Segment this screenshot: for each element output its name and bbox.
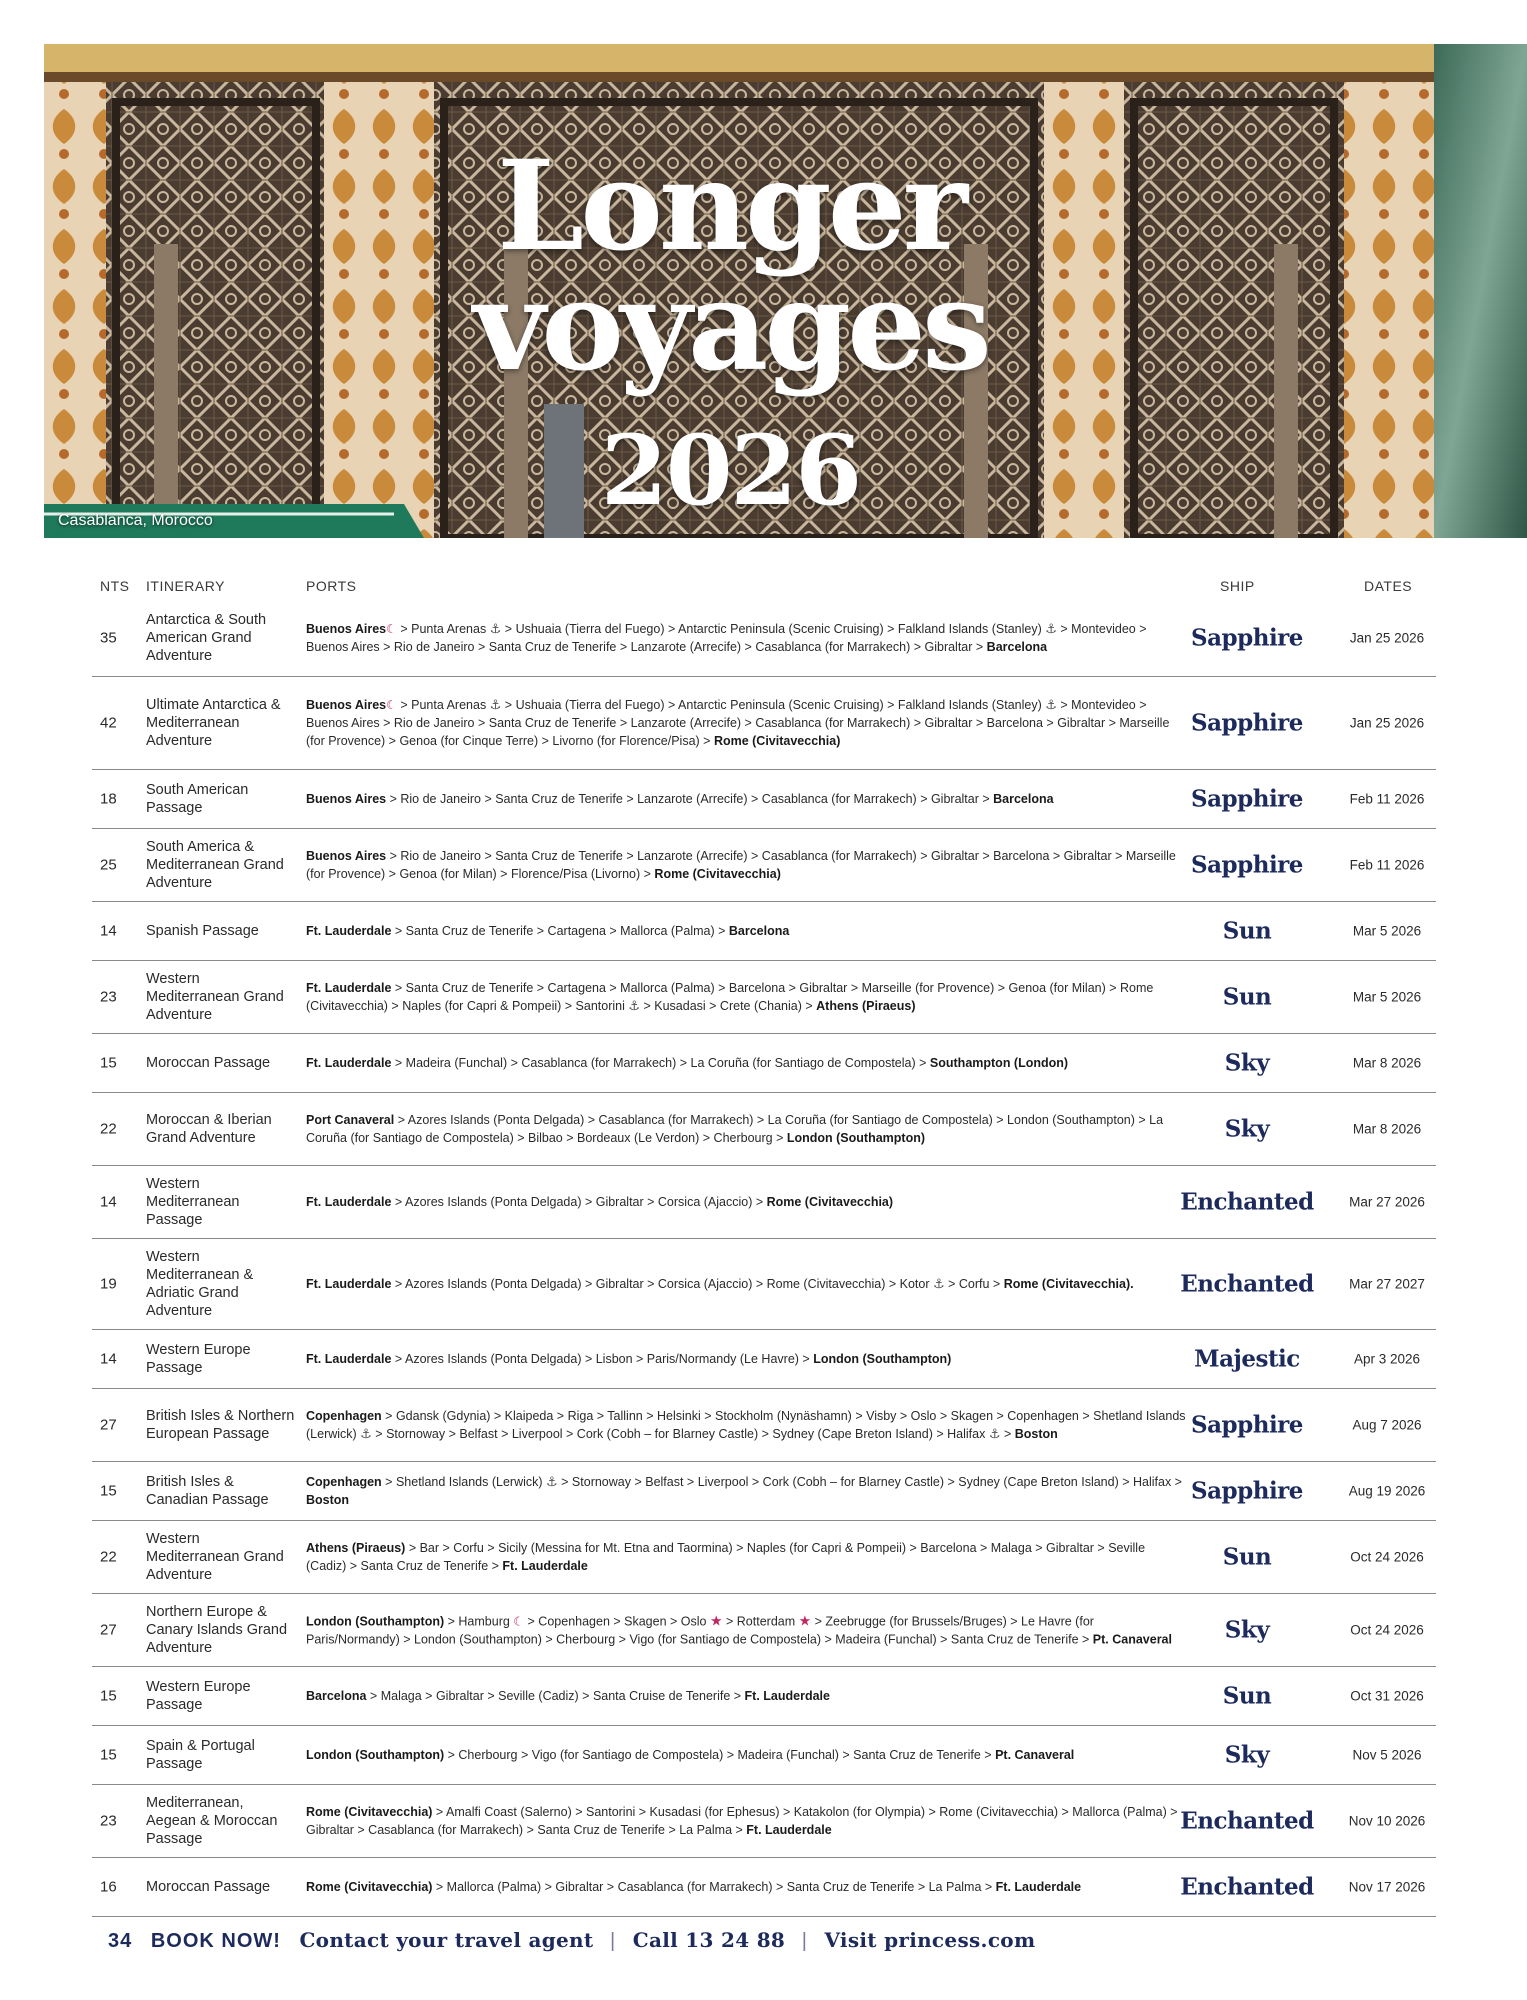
itinerary-cell: Western Mediterranean Passage <box>146 1176 240 1228</box>
departure-date: Nov 10 2026 <box>1348 1813 1426 1829</box>
port-list-text: > Santa Cruz de Tenerife > Cartagena > Mallorca (Palma) > <box>391 924 729 938</box>
itinerary-cell: Mediterranean, Aegean & Moroccan Passage <box>146 1795 278 1847</box>
voyage-table <box>92 572 1436 1917</box>
departure-date: Mar 27 2026 <box>1349 1194 1425 1210</box>
anchor-icon: ⚓ <box>628 998 641 1013</box>
port-name-bold: Pt. Canaveral <box>995 1748 1075 1762</box>
header-ports: PORTS <box>306 578 357 594</box>
ship-name: Sapphire <box>1191 1477 1303 1505</box>
table-row <box>92 1034 1436 1093</box>
port-name-bold: Buenos Aires <box>306 698 387 712</box>
nights-cell: 23 <box>100 1812 117 1830</box>
anchor-icon: ⚓ <box>1045 697 1057 712</box>
ports-cell <box>306 1612 1186 1649</box>
table-row <box>92 829 1436 902</box>
port-list-text: > Copenhagen > Skagen > Oslo <box>524 1614 710 1629</box>
anchor-icon: ⚓ <box>489 621 502 636</box>
port-list-text: > Azores Islands (Ponta Delgada) > Gibraltar > Corsica (Ajaccio) > <box>391 1195 767 1209</box>
hero-title-line-2: voyages <box>473 254 988 399</box>
ports-cell <box>306 790 1186 808</box>
itinerary-cell: Western Mediterranean & Adriatic Grand Adventure <box>146 1249 254 1319</box>
itinerary-cell: Spanish Passage <box>146 923 259 939</box>
departure-date: Aug 19 2026 <box>1348 1483 1426 1499</box>
port-list-text: > Mallorca (Palma) > Gibraltar > Casablanca (for Marrakech) > Santa Cruz de Tenerife > La Palma > <box>432 1880 996 1894</box>
anchor-icon: ⚓ <box>546 1474 558 1489</box>
hero-title <box>44 44 1527 538</box>
port-list-text: > Rio de Janeiro > Santa Cruz de Tenerife > Lanzarote (Arrecife) > Casablanca (for Marrakech) > Gibraltar > Barcelona > Gibraltar > Marseille (for Provence) > Genoa (for Milan) > Florence/Pisa (Livorno) > <box>306 849 1176 881</box>
nights-cell: 16 <box>100 1878 117 1896</box>
nights-cell: 23 <box>100 988 117 1006</box>
port-list-text: > Rotterdam <box>722 1614 799 1629</box>
table-row <box>92 1330 1436 1389</box>
nights-cell: 22 <box>100 1120 117 1138</box>
port-list-text: > Zeebrugge (for Brussels/Bruges) > Le Havre (for Paris/Normandy) > London (Southampton) > Cherbourg > Vigo (for Santiago de Compostela) > Madeira (Funchal) > Santa Cruz de Tenerife > <box>306 1614 1094 1647</box>
call-number-link[interactable]: Call 13 24 88 <box>632 1928 786 1952</box>
table-row <box>92 1726 1436 1785</box>
port-name-bold: Rome (Civitavecchia) <box>654 867 781 881</box>
port-list-text: > Azores Islands (Ponta Delgada) > Lisbon > Paris/Normandy (Le Havre) > <box>391 1352 814 1366</box>
departure-date: Nov 5 2026 <box>1352 1747 1422 1763</box>
port-name-bold: Boston <box>1014 1427 1058 1441</box>
nights-cell: 25 <box>100 856 117 874</box>
itinerary-cell: Moroccan Passage <box>146 1055 271 1071</box>
port-name-bold: Copenhagen <box>306 1409 382 1423</box>
ship-name: Enchanted <box>1180 1807 1314 1835</box>
departure-date: Feb 11 2026 <box>1349 857 1425 873</box>
port-name-bold: Rome (Civitavecchia) <box>713 734 841 748</box>
departure-date: Mar 8 2026 <box>1352 1121 1422 1137</box>
port-list-text: > Bar > Corfu > Sicily (Messina for Mt. Etna and Taormina) > Naples (for Capri & Pompeii) > Barcelona > Malaga > Gibraltar > Seville (Cadiz) > Santa Cruz de Tenerife > <box>306 1541 1146 1573</box>
port-list-text: > Cherbourg > Vigo (for Santiago de Compostela) > Madeira (Funchal) > Santa Cruz de Tenerife > <box>444 1748 996 1762</box>
table-row <box>92 902 1436 961</box>
port-list-text: > Stornoway > Belfast > Liverpool > Cork (Cobh – for Blarney Castle) > Sydney (Cape Breton Island) > Halifax > <box>557 1475 1182 1489</box>
ports-cell <box>306 1539 1186 1575</box>
ship-name: Sapphire <box>1191 785 1303 813</box>
port-list-text: > Ushuaia (Tierra del Fuego) > Antarctic Peninsula (Scenic Cruising) > Falkland Islands (Stanley) <box>501 622 1046 636</box>
itinerary-cell: Moroccan & Iberian Grand Adventure <box>146 1112 272 1146</box>
nights-cell: 15 <box>100 1746 117 1764</box>
itinerary-cell: Ultimate Antarctica & Mediterranean Adventure <box>146 697 281 749</box>
hero-title-line-1: Longer <box>497 134 964 279</box>
table-row <box>92 1239 1436 1330</box>
ports-cell <box>306 1687 1186 1705</box>
port-name-bold: Rome (Civitavecchia) <box>306 1805 433 1819</box>
nights-cell: 15 <box>100 1687 117 1705</box>
itinerary-cell: Western Europe Passage <box>146 1679 251 1713</box>
ship-name: Sapphire <box>1191 851 1303 879</box>
table-row <box>92 770 1436 829</box>
port-name-bold: Buenos Aires <box>306 792 387 806</box>
ship-name: Enchanted <box>1180 1188 1314 1216</box>
port-name-bold: London (Southampton) <box>306 1748 445 1762</box>
nights-cell: 19 <box>100 1275 117 1293</box>
itinerary-cell: South America & Mediterranean Grand Adventure <box>146 839 284 891</box>
port-list-text: > Kusadasi > Crete (Chania) > <box>640 999 817 1013</box>
header-nts: NTS <box>100 578 130 594</box>
moon-icon: ☾ <box>513 1614 525 1629</box>
nights-cell: 22 <box>100 1548 117 1566</box>
port-list-text: > Hamburg <box>444 1614 514 1629</box>
port-name-bold: Buenos Aires <box>306 622 387 636</box>
port-name-bold: Port Canaveral <box>306 1113 395 1127</box>
star-icon: ★ <box>798 1612 812 1629</box>
port-name-bold: Buenos Aires <box>306 849 387 863</box>
port-name-bold: London (Southampton) <box>306 1614 445 1629</box>
port-name-bold: Barcelona <box>728 924 790 938</box>
port-name-bold: Rome (Civitavecchia) <box>766 1195 894 1209</box>
nights-cell: 14 <box>100 1350 117 1368</box>
anchor-icon: ⚓ <box>988 1426 1001 1441</box>
table-row <box>92 961 1436 1034</box>
hero-title-year: 2026 <box>600 414 861 527</box>
port-list-text: > Madeira (Funchal) > Casablanca (for Marrakech) > La Coruña (for Santiago de Compostela) > <box>391 1056 930 1070</box>
nights-cell: 15 <box>100 1482 117 1500</box>
port-name-bold: Athens (Piraeus) <box>816 999 916 1013</box>
port-name-bold: Ft. Lauderdale <box>306 924 392 938</box>
port-name-bold: Ft. Lauderdale <box>995 1880 1082 1894</box>
port-list-text: > Shetland Islands (Lerwick) <box>381 1475 547 1489</box>
table-row <box>92 1594 1436 1667</box>
nights-cell: 18 <box>100 790 117 808</box>
ship-name: Sapphire <box>1191 709 1303 737</box>
port-name-bold: Ft. Lauderdale <box>746 1823 832 1837</box>
departure-date: Jan 25 2026 <box>1349 630 1425 646</box>
departure-date: Mar 8 2026 <box>1352 1055 1422 1071</box>
ports-cell <box>306 1473 1186 1509</box>
itinerary-cell: British Isles & Canadian Passage <box>146 1474 269 1508</box>
port-name-bold: Boston <box>306 1493 350 1507</box>
port-name-bold: Ft. Lauderdale <box>306 1352 392 1366</box>
ports-cell <box>306 1111 1186 1147</box>
anchor-icon: ⚓ <box>932 1276 945 1291</box>
port-name-bold: Ft. Lauderdale <box>744 1689 830 1703</box>
port-name-bold: Ft. Lauderdale <box>306 1277 392 1291</box>
departure-date: Apr 3 2026 <box>1353 1351 1421 1367</box>
port-list-text: > Ushuaia (Tierra del Fuego) > Antarctic Peninsula (Scenic Cruising) > Falkland Islands (Stanley) <box>501 698 1046 712</box>
itinerary-cell: Antarctica & South American Grand Adventure <box>146 612 267 664</box>
ports-cell <box>306 1054 1186 1072</box>
ports-cell <box>306 979 1186 1015</box>
ports-cell <box>306 1350 1186 1368</box>
nights-cell: 14 <box>100 1193 117 1211</box>
nights-cell: 35 <box>100 629 117 647</box>
photo-caption: Casablanca, Morocco <box>58 512 213 529</box>
departure-date: Nov 17 2026 <box>1348 1879 1426 1895</box>
anchor-icon: ⚓ <box>1045 621 1057 636</box>
port-name-bold: London (Southampton) <box>786 1131 926 1145</box>
port-name-bold: Barcelona <box>306 1689 367 1703</box>
moon-icon: ☾ <box>386 698 397 712</box>
ship-name: Majestic <box>1194 1345 1300 1373</box>
table-row <box>92 1093 1436 1166</box>
port-list-text: > Corfu > <box>944 1277 1004 1291</box>
port-list-text: > Amalfi Coast (Salerno) > Santorini > Kusadasi (for Ephesus) > Katakolon (for Olympia) > Rome (Civitavecchia) > Mallorca (Palma) > Gibraltar > Casablanca (for Marrakech) > Santa Cruz de Tenerife > La Palma > <box>306 1805 1178 1837</box>
port-name-bold: Ft. Lauderdale <box>306 981 392 995</box>
itinerary-cell: British Isles & Northern European Passage <box>146 1408 295 1442</box>
hero-banner <box>44 44 1527 538</box>
table-row <box>92 1785 1436 1858</box>
ship-name: Sun <box>1222 1543 1272 1571</box>
port-list-text: > Azores Islands (Ponta Delgada) > Casablanca (for Marrakech) > La Coruña (for Santiago de Compostela) > London (Southampton) > La Coruña (for Santiago de Compostela) > Bilbao > Bordeaux (Le Verdon) > Cherbourg > <box>306 1113 1164 1145</box>
ports-cell <box>306 1275 1186 1293</box>
port-list-text: > Stornoway > Belfast > Liverpool > Cork (Cobh – for Blarney Castle) > Sydney (Cape Breton Island) > Halifax <box>371 1427 989 1441</box>
port-name-bold: Ft. Lauderdale <box>306 1056 392 1070</box>
ship-name: Sun <box>1222 917 1272 945</box>
ship-name: Sky <box>1224 1741 1270 1769</box>
anchor-icon: ⚓ <box>489 697 502 712</box>
ports-cell <box>306 1803 1186 1839</box>
ship-name: Sky <box>1224 1115 1270 1143</box>
port-name-bold: Southampton (London) <box>929 1056 1069 1070</box>
port-list-text: > Gdansk (Gdynia) > Klaipeda > Riga > Tallinn > Helsinki > Stockholm (Nynäshamn) > Visby > Oslo > Skagen > Copenhagen > Shetland Islands (Lerwick) <box>306 1409 1186 1441</box>
itinerary-cell: Western Europe Passage <box>146 1342 251 1376</box>
table-row <box>92 677 1436 770</box>
port-name-bold: Barcelona <box>993 792 1054 806</box>
footer-call-to-action <box>108 1928 1035 1953</box>
anchor-icon: ⚓ <box>360 1426 372 1441</box>
departure-date: Aug 7 2026 <box>1352 1417 1422 1433</box>
departure-date: Jan 25 2026 <box>1349 715 1425 731</box>
star-icon: ★ <box>709 1612 723 1629</box>
ship-name: Sapphire <box>1191 624 1303 652</box>
ports-cell <box>306 1193 1186 1211</box>
nights-cell: 42 <box>100 714 117 732</box>
port-list-text: > Punta Arenas <box>396 698 490 712</box>
port-list-text: > Azores Islands (Ponta Delgada) > Gibraltar > Corsica (Ajaccio) > Rome (Civitavecchia) > Kotor <box>391 1277 933 1291</box>
port-name-bold: Pt. Canaveral <box>1092 1632 1172 1647</box>
itinerary-cell: Western Mediterranean Grand Adventure <box>146 1531 284 1583</box>
contact-travel-agent: Contact your travel agent <box>299 1928 594 1952</box>
nights-cell: 14 <box>100 922 117 940</box>
departure-date: Oct 24 2026 <box>1350 1549 1424 1565</box>
port-name-bold: Ft. Lauderdale <box>306 1195 392 1209</box>
port-name-bold: Ft. Lauderdale <box>502 1559 588 1573</box>
ship-name: Sapphire <box>1191 1411 1303 1439</box>
header-dates: DATES <box>1364 578 1413 594</box>
ship-name: Enchanted <box>1180 1873 1314 1901</box>
port-name-bold: Barcelona <box>986 640 1048 654</box>
port-list-text: > Montevideo > Buenos Aires > Rio de Janeiro > Santa Cruz de Tenerife > Lanzarote (Arrecife) > Casablanca (for Marrakech) > Gibraltar > <box>306 622 1147 654</box>
page-number: 34 <box>108 1930 133 1952</box>
ports-cell <box>306 1878 1186 1896</box>
itinerary-cell: Western Mediterranean Grand Adventure <box>146 971 284 1023</box>
port-name-bold: Athens (Piraeus) <box>306 1541 406 1555</box>
ship-name: Sun <box>1222 983 1272 1011</box>
table-header <box>92 572 1436 600</box>
ship-name: Sky <box>1224 1049 1270 1077</box>
table-row <box>92 1667 1436 1726</box>
departure-date: Oct 31 2026 <box>1350 1688 1424 1704</box>
itinerary-cell: Northern Europe & Canary Islands Grand Adventure <box>146 1604 288 1656</box>
itinerary-cell: Spain & Portugal Passage <box>146 1738 255 1772</box>
divider: | <box>610 1930 617 1952</box>
departure-date: Feb 11 2026 <box>1349 791 1425 807</box>
header-ship: SHIP <box>1220 578 1255 594</box>
table-row <box>92 1389 1436 1462</box>
header-itinerary: ITINERARY <box>146 578 225 594</box>
port-list-text: > <box>1000 1427 1015 1441</box>
port-list-text: > Malaga > Gibraltar > Seville (Cadiz) > Santa Cruise de Tenerife > <box>366 1689 745 1703</box>
ports-cell <box>306 847 1186 883</box>
ports-cell <box>306 696 1186 750</box>
nights-cell: 27 <box>100 1416 117 1434</box>
table-row <box>92 1462 1436 1521</box>
nights-cell: 27 <box>100 1621 117 1639</box>
port-list-text: > Rio de Janeiro > Santa Cruz de Tenerife > Lanzarote (Arrecife) > Casablanca (for Marrakech) > Gibraltar > <box>386 792 994 806</box>
table-body <box>92 600 1436 1917</box>
ports-cell <box>306 1746 1186 1764</box>
book-now-label: BOOK NOW! <box>150 1930 281 1952</box>
port-list-text: > Montevideo > Buenos Aires > Rio de Janeiro > Santa Cruz de Tenerife > Lanzarote (Arrecife) > Casablanca (for Marrakech) > Gibraltar > Barcelona > Gibraltar > Marseille (for Provence) > Genoa (for Cinque Terre) > Livorno (for Florence/Pisa) > <box>306 698 1170 748</box>
port-name-bold: Copenhagen <box>306 1475 382 1489</box>
port-list-text: > Punta Arenas <box>396 622 490 636</box>
ports-cell <box>306 922 1186 940</box>
nights-cell: 15 <box>100 1054 117 1072</box>
moon-icon: ☾ <box>386 622 397 636</box>
ship-name: Sky <box>1224 1616 1270 1644</box>
ship-name: Sun <box>1222 1682 1272 1710</box>
port-name-bold: Rome (Civitavecchia) <box>306 1880 433 1894</box>
table-row <box>92 1521 1436 1594</box>
departure-date: Mar 5 2026 <box>1352 989 1422 1005</box>
ports-cell <box>306 620 1186 656</box>
divider: | <box>801 1930 808 1952</box>
departure-date: Mar 5 2026 <box>1352 923 1422 939</box>
departure-date: Oct 24 2026 <box>1350 1622 1424 1638</box>
port-name-bold: London (Southampton) <box>813 1352 952 1366</box>
table-row <box>92 600 1436 677</box>
itinerary-cell: Moroccan Passage <box>146 1879 271 1895</box>
departure-date: Mar 27 2027 <box>1349 1276 1425 1292</box>
table-row <box>92 1858 1436 1917</box>
ship-name: Enchanted <box>1180 1270 1314 1298</box>
port-list-text: > Santa Cruz de Tenerife > Cartagena > Mallorca (Palma) > Barcelona > Gibraltar > Marseille (for Provence) > Genoa (for Milan) > Rome (Civitavecchia) > Naples (for Capri & Pompeii) > Santorini <box>306 981 1154 1013</box>
port-name-bold: Rome (Civitavecchia). <box>1003 1277 1134 1291</box>
visit-website-link[interactable]: Visit princess.com <box>824 1928 1036 1952</box>
ports-cell <box>306 1407 1186 1443</box>
table-row <box>92 1166 1436 1239</box>
itinerary-cell: South American Passage <box>146 782 249 816</box>
